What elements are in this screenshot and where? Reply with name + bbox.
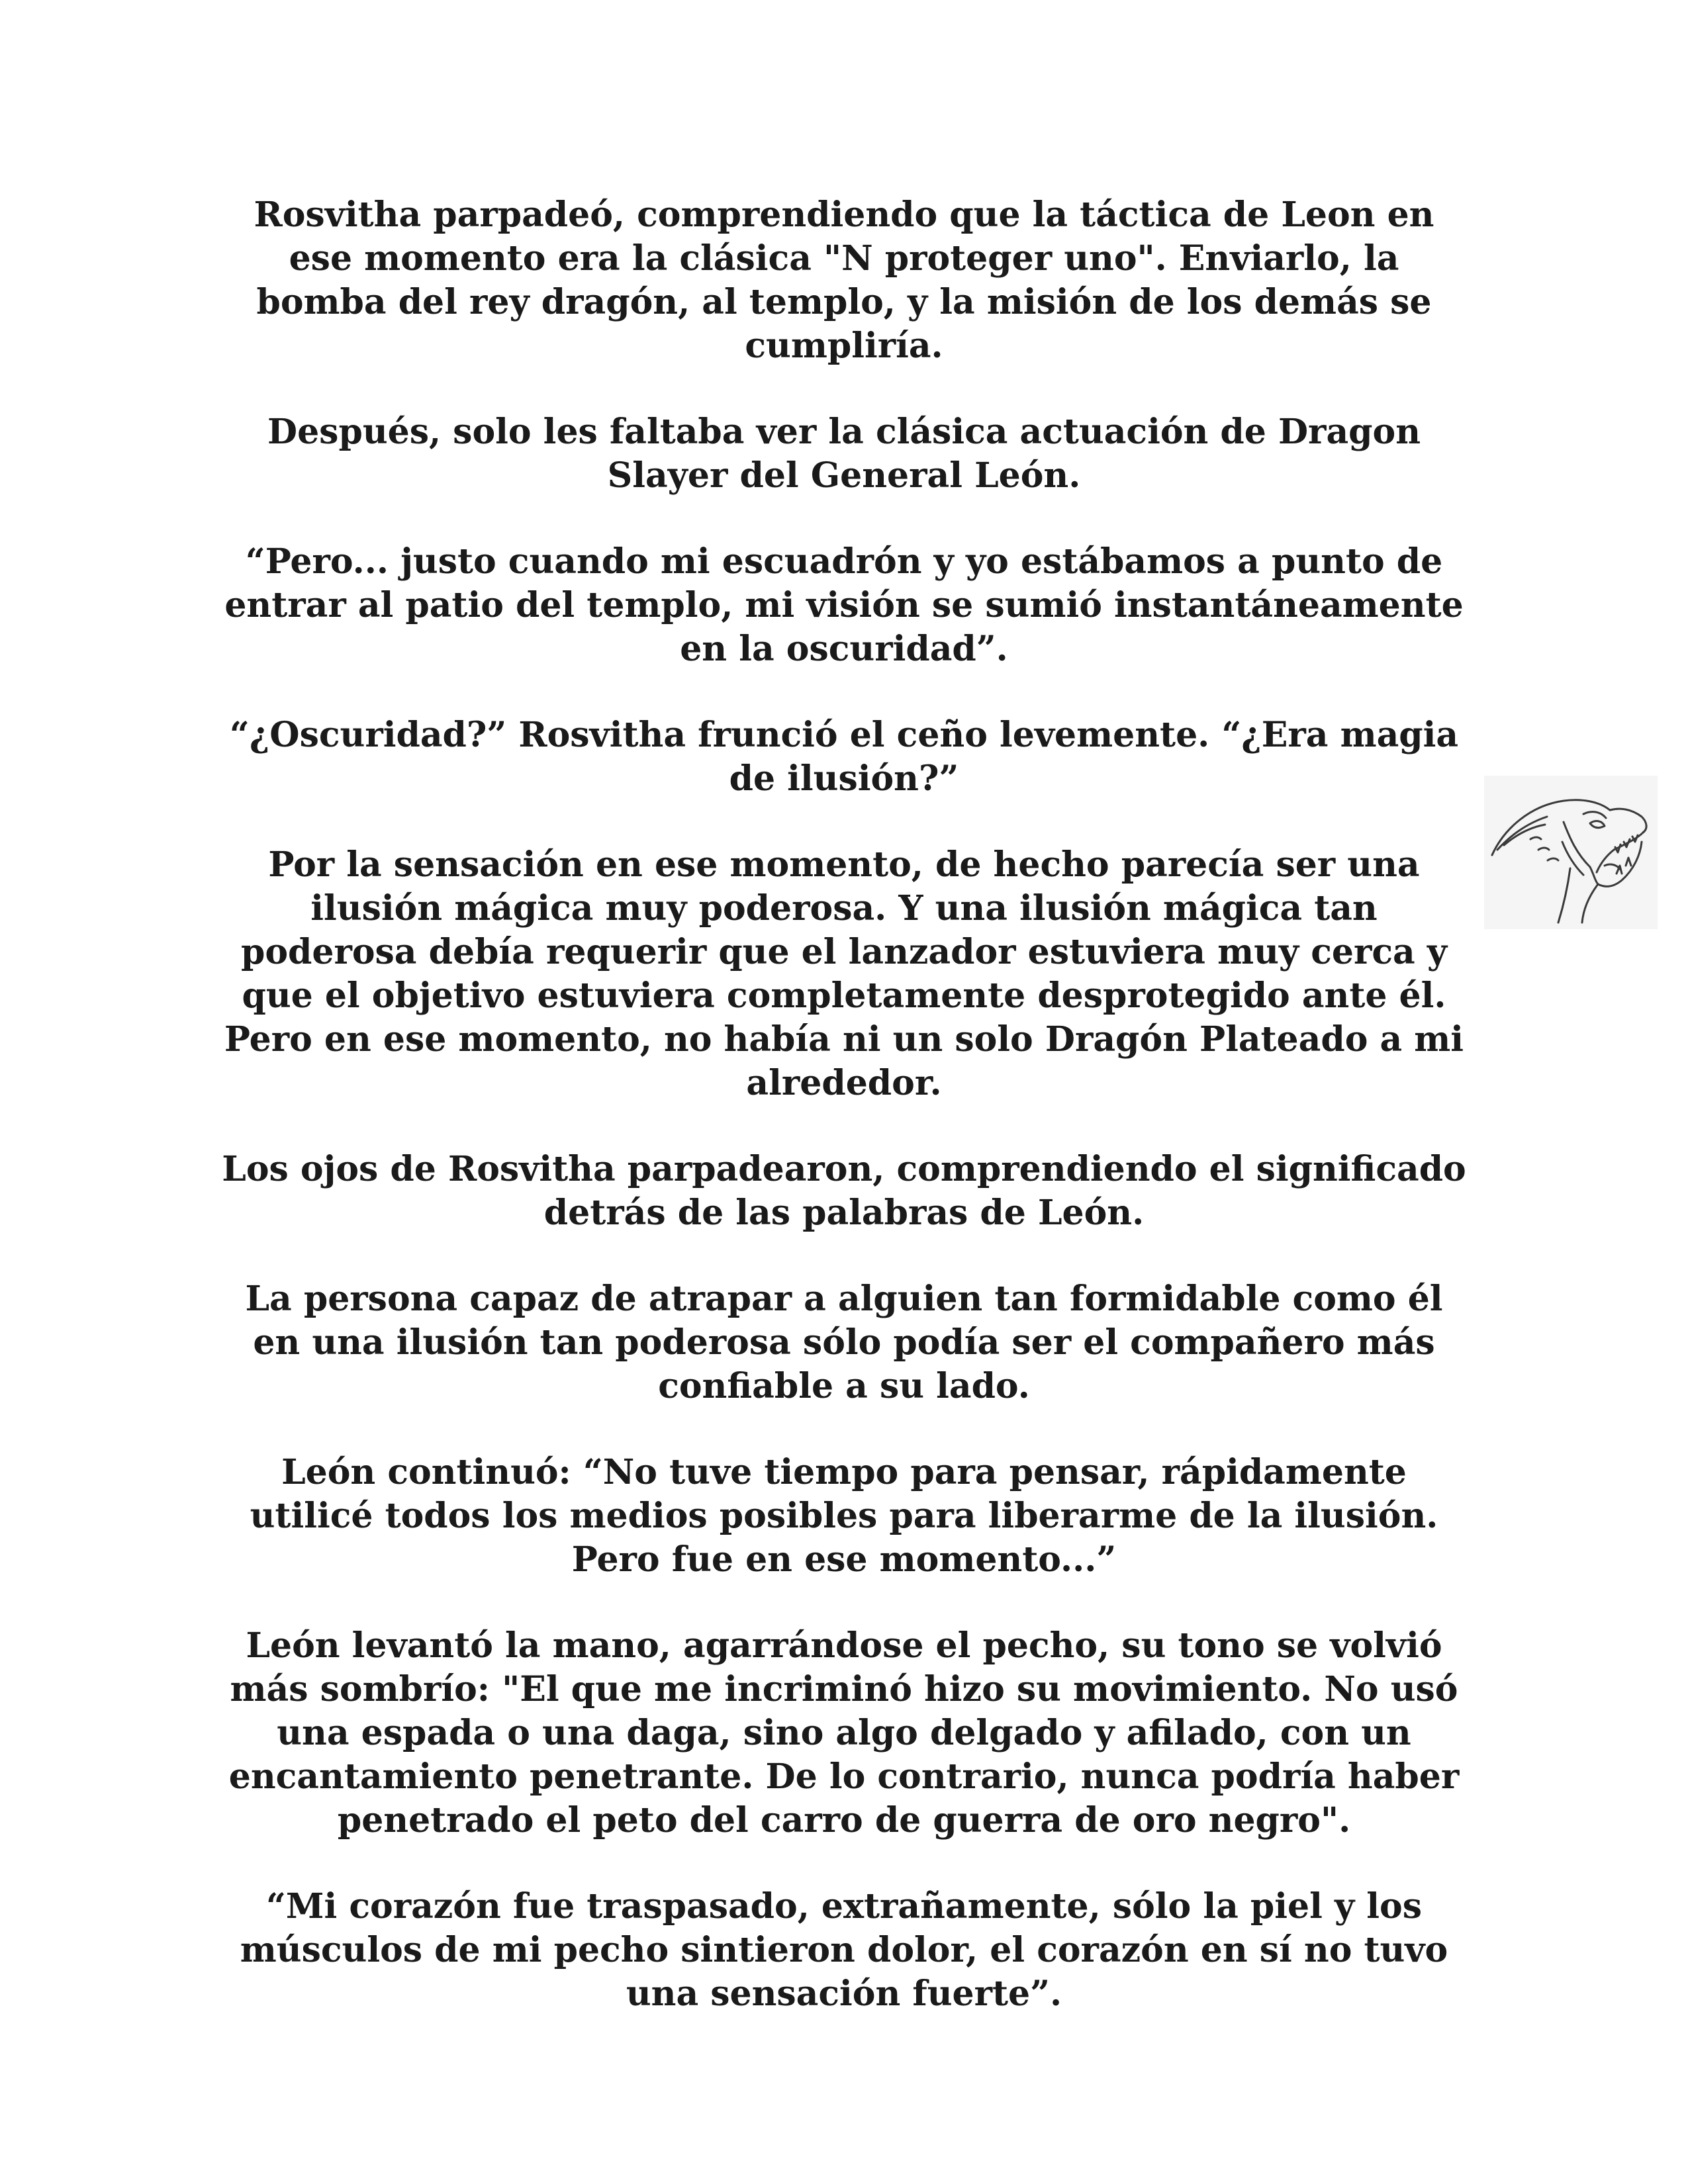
- paragraph-2: Después, solo les faltaba ver la clásica actuación de Dragon Slayer del General León.: [267, 412, 1421, 496]
- paragraph-5: Por la sensación en ese momento, de hecho parecía ser una ilusión mágica muy poderosa. Y una ilusión mágica tan poderosa debía requerir que el lanzador estuviera muy cerca y que el objetivo estuviera completamente desprotegido ante él. Pero en ese momento, no había ni un solo Dragón Plateado a mi alrededor.: [224, 844, 1464, 1103]
- paragraph-9: León levantó la mano, agarrándose el pecho, su tono se volvió más sombrío: "El que me incriminó hizo su movimiento. No usó una espada o una daga, sino algo delgado y afilado, con un encantamiento penetrante. De lo contrario, nunca podría haber penetrado el peto del carro de guerra de oro negro".: [228, 1625, 1460, 1841]
- dragon-head-drawing: [1484, 776, 1658, 929]
- body-text: [218, 193, 1470, 2016]
- dragon-head-icon: [1484, 776, 1658, 929]
- paragraph-10: “Mi corazón fue traspasado, extrañamente, sólo la piel y los músculos de mi pecho sintieron dolor, el corazón en sí no tuvo una sensación fuerte”.: [240, 1886, 1448, 2014]
- paragraph-1: Rosvitha parpadeó, comprendiendo que la táctica de Leon en ese momento era la clásica "N proteger uno". Enviarlo, la bomba del rey dragón, al templo, y la misión de los demás se cumpliría.: [254, 195, 1434, 366]
- paragraph-8: León continuó: “No tuve tiempo para pensar, rápidamente utilicé todos los medios posibles para liberarme de la ilusión. Pero fue en ese momento...”: [250, 1452, 1438, 1580]
- paragraph-4: “¿Oscuridad?” Rosvitha frunció el ceño levemente. “¿Era magia de ilusión?”: [229, 715, 1459, 799]
- paragraph-6: Los ojos de Rosvitha parpadearon, comprendiendo el significado detrás de las palabras de León.: [222, 1149, 1466, 1233]
- paragraph-7: La persona capaz de atrapar a alguien tan formidable como él en una ilusión tan poderosa sólo podía ser el compañero más confiable a su lado.: [245, 1279, 1443, 1406]
- paragraph-3: “Pero... justo cuando mi escuadrón y yo estábamos a punto de entrar al patio del templo, mi visión se sumió instantáneamente en la oscuridad”.: [224, 541, 1464, 669]
